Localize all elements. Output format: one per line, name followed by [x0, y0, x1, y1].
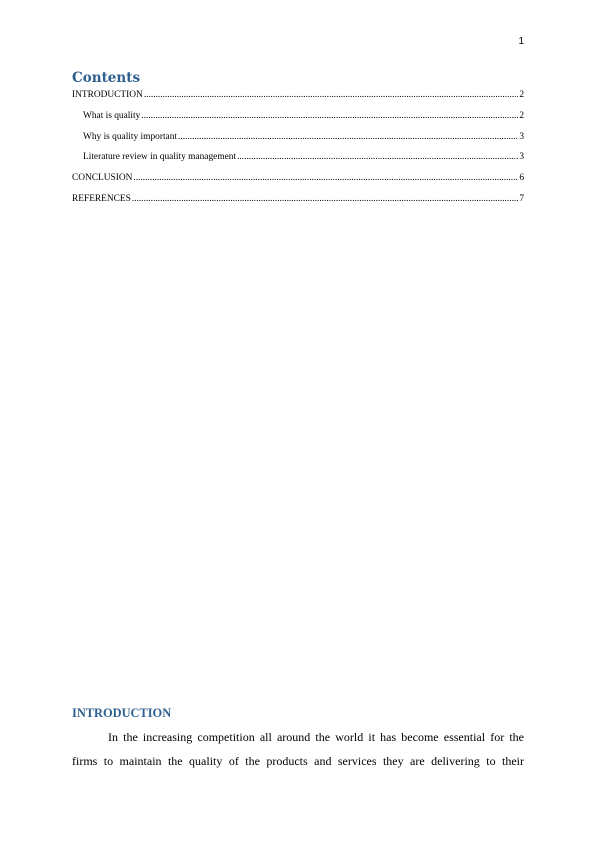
toc-entry-references[interactable]: [72, 194, 524, 205]
toc-leader-dots: [178, 132, 518, 143]
toc-entry-label: Why is quality important: [83, 131, 177, 142]
introduction-paragraph: In the increasing competition all around the world it has become essential for the firms to maintain the quality of the products and services they are delivering to their: [72, 730, 524, 768]
toc-entry-page: 6: [519, 173, 524, 184]
toc-entry-label: CONCLUSION: [72, 173, 133, 184]
toc-entry-introduction[interactable]: [72, 90, 524, 101]
toc-leader-dots: [144, 90, 518, 101]
toc-entry-why-quality-important[interactable]: [72, 132, 524, 143]
toc-entry-page: 3: [519, 131, 524, 142]
table-of-contents: [72, 90, 524, 215]
toc-entry-label: What is quality: [83, 110, 141, 121]
toc-entry-label: INTRODUCTION: [72, 90, 143, 100]
toc-entry-literature-review[interactable]: [72, 152, 524, 163]
toc-heading: Contents: [72, 70, 141, 86]
toc-leader-dots: [237, 152, 518, 163]
introduction-heading: INTRODUCTION: [72, 706, 172, 720]
toc-entry-page: 2: [519, 110, 524, 121]
toc-entry-label: REFERENCES: [72, 193, 131, 204]
toc-leader-dots: [133, 173, 518, 184]
toc-entry-conclusion[interactable]: [72, 173, 524, 184]
toc-leader-dots: [141, 111, 518, 122]
toc-entry-page: 7: [519, 193, 524, 204]
toc-entry-label: Literature review in quality management: [83, 152, 237, 163]
toc-leader-dots: [132, 194, 518, 205]
toc-entry-what-is-quality[interactable]: [72, 111, 524, 122]
toc-entry-page: 3: [519, 152, 524, 163]
page-number: 1: [518, 36, 524, 47]
toc-entry-page: 2: [519, 90, 524, 100]
